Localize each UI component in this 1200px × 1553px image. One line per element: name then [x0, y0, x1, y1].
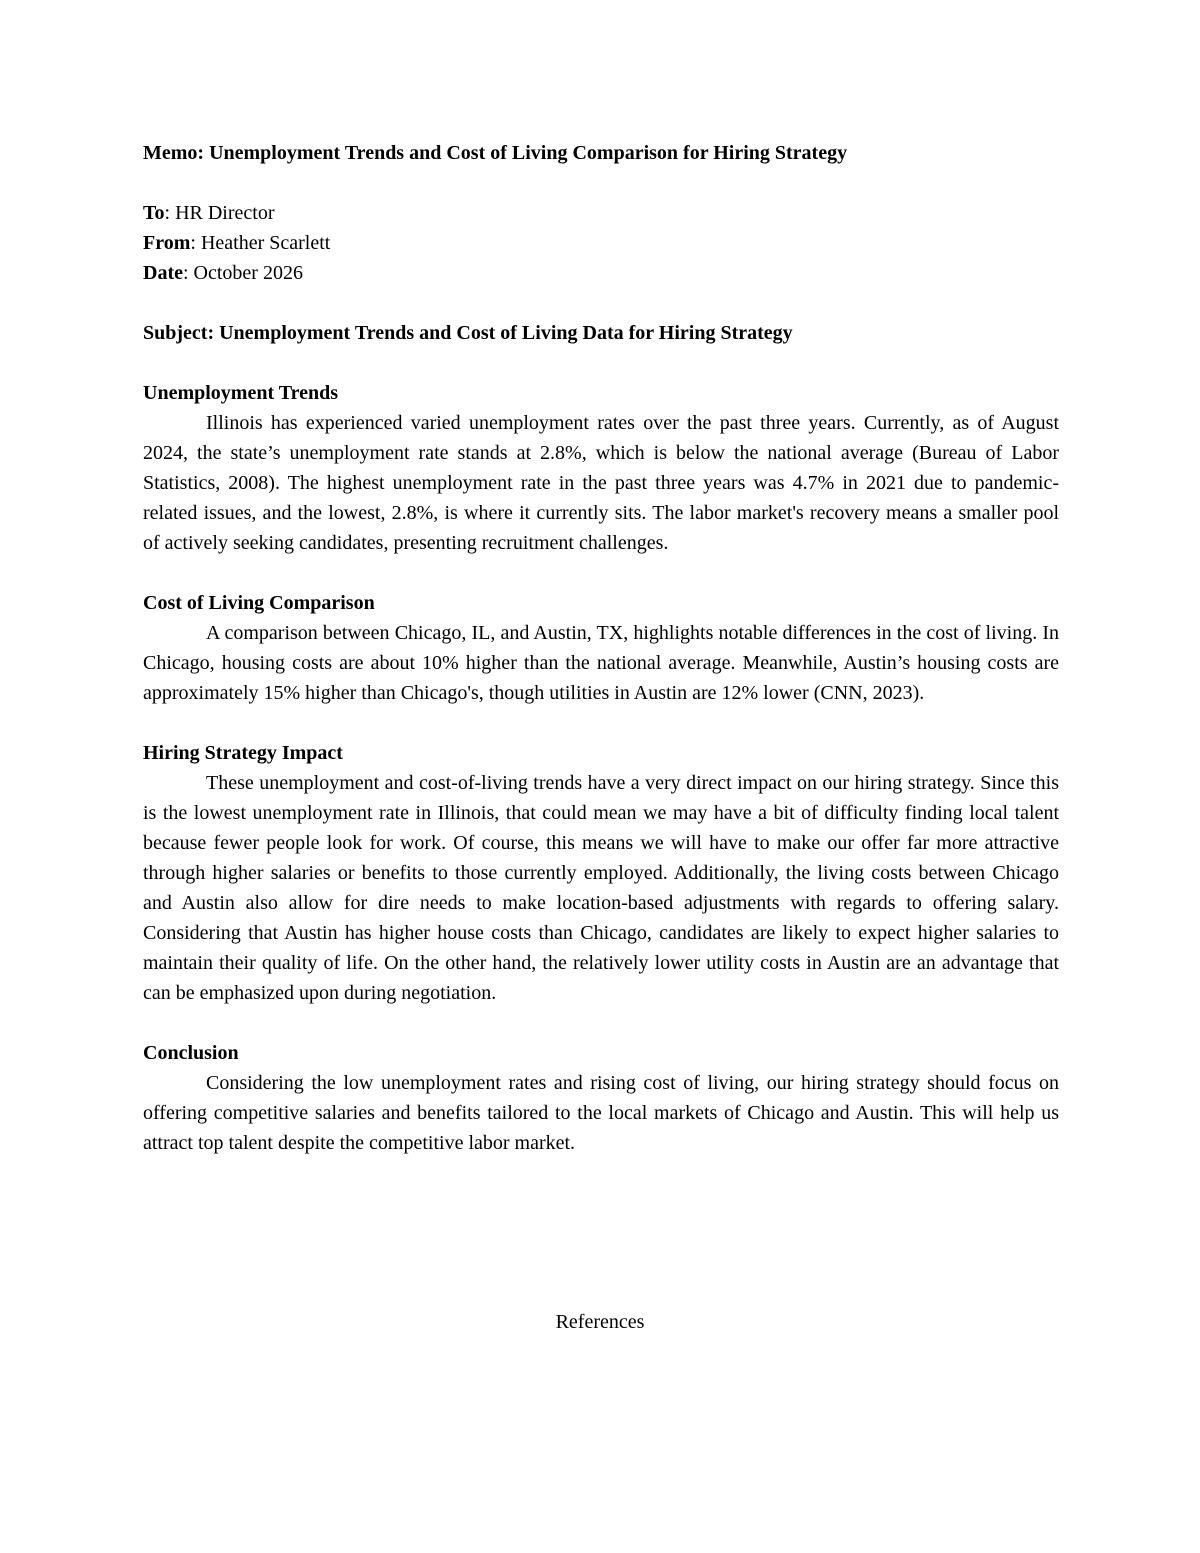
section-body-unemployment: Illinois has experienced varied unemployment rates over the past three years. Currently, as of August 2024, the state’s unemployment rate stands at 2.8%, which is below the national average (Bureau of Labor Statistics, 2008). The highest unemployment rate in the past three years was 4.7% in 2021 due to pandemic-related issues, and the lowest, 2.8%, is where it currently sits. The labor market's recovery means a smaller pool of actively seeking candidates, presenting recruitment challenges.: [143, 412, 1059, 554]
section-heading-conclusion: Conclusion: [143, 1042, 239, 1064]
section-heading-hiring-impact: Hiring Strategy Impact: [143, 742, 343, 764]
section-heading-unemployment: Unemployment Trends: [143, 382, 339, 404]
spacer: [143, 348, 1059, 378]
section-heading-cost-of-living: Cost of Living Comparison: [143, 592, 375, 614]
section-body-cost-of-living: A comparison between Chicago, IL, and Austin, TX, highlights notable differences in the cost of living. In Chicago, housing costs are about 10% higher than the national average. Meanwhile, Austin’s housing costs are approximately 15% higher than Chicago's, though utilities in Austin are 12% lower (CNN, 2023).: [143, 622, 1059, 704]
subject-label: Subject: [143, 322, 208, 344]
date-label: Date: [143, 262, 183, 284]
spacer: [143, 288, 1059, 318]
to-value: : HR Director: [164, 202, 275, 224]
subject-value: : Unemployment Trends and Cost of Living Data for Hiring Strategy: [207, 322, 793, 344]
spacer: [143, 558, 1059, 588]
spacer: [143, 708, 1059, 738]
memo-to-line: [143, 198, 1059, 228]
spacer: [143, 168, 1059, 198]
memo-date-line: [143, 258, 1059, 288]
references-heading: References: [555, 1311, 645, 1333]
memo-title: Memo: Unemployment Trends and Cost of Living Comparison for Hiring Strategy: [143, 142, 848, 164]
memo-document: [143, 138, 1059, 1158]
to-label: To: [143, 202, 165, 224]
spacer: [143, 1008, 1059, 1038]
memo-from-line: [143, 228, 1059, 258]
section-body-hiring-impact: These unemployment and cost-of-living trends have a very direct impact on our hiring strategy. Since this is the lowest unemployment rate in Illinois, that could mean we may have a bit of difficulty finding local talent because fewer people look for work. Of course, this means we will have to make our offer far more attractive through higher salaries or benefits to those currently employed. Additionally, the living costs between Chicago and Austin also allow for dire needs to make location-based adjustments with regards to offering salary. Considering that Austin has higher house costs than Chicago, candidates are likely to expect higher salaries to maintain their quality of life. On the other hand, the relatively lower utility costs in Austin are an advantage that can be emphasized upon during negotiation.: [143, 772, 1059, 1004]
date-value: : October 2026: [182, 262, 303, 284]
from-label: From: [143, 232, 191, 254]
section-body-conclusion: Considering the low unemployment rates and rising cost of living, our hiring strategy should focus on offering competitive salaries and benefits tailored to the local markets of Chicago and Austin. This will help us attract top talent despite the competitive labor market.: [143, 1072, 1059, 1154]
from-value: : Heather Scarlett: [190, 232, 331, 254]
memo-subject-line: [143, 318, 1059, 348]
